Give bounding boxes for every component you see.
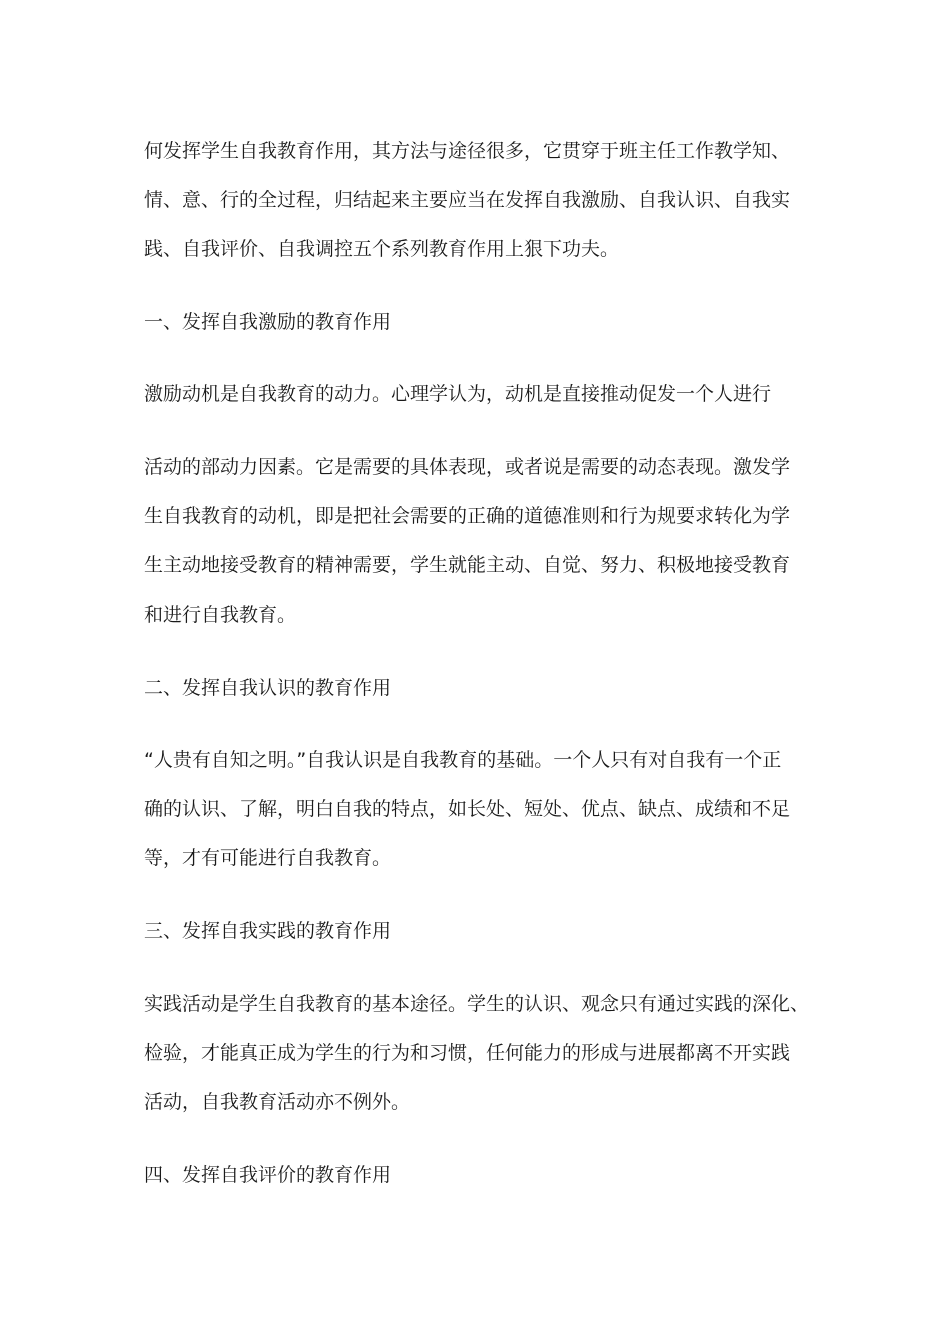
paragraph-line: 实践活动是学生自我教育的基本途径。学生的认识、观念只有通过实践的深化、 (144, 993, 810, 1015)
paragraph-line: 何发挥学生自我教育作用，其方法与途径很多，它贯穿于班主任工作教学知、 (144, 140, 791, 162)
paragraph-line: 践、自我评价、自我调控五个系列教育作用上狠下功夫。 (144, 238, 620, 260)
section-heading: 四、发挥自我评价的教育作用 (144, 1164, 392, 1186)
paragraph-line: 活动的部动力因素。它是需要的具体表现，或者说是需要的动态表现。激发学 (144, 456, 791, 478)
paragraph-line: 生主动地接受教育的精神需要，学生就能主动、自觉、努力、积极地接受教育 (144, 554, 791, 576)
section-heading: 一、发挥自我激励的教育作用 (144, 311, 392, 333)
paragraph-line: 活动，自我教育活动亦不例外。 (144, 1091, 411, 1113)
paragraph-line: “人贵有自知之明。”自我认识是自我教育的基础。一个人只有对自我有一个正 (144, 749, 782, 771)
section-heading: 三、发挥自我实践的教育作用 (144, 920, 392, 942)
paragraph-line: 等，才有可能进行自我教育。 (144, 847, 392, 869)
paragraph-line: 情、意、行的全过程，归结起来主要应当在发挥自我激励、自我认识、自我实 (144, 189, 791, 211)
paragraph-line: 生自我教育的动机，即是把社会需要的正确的道德准则和行为规要求转化为学 (144, 505, 791, 527)
paragraph-line: 激励动机是自我教育的动力。心理学认为，动机是直接推动促发一个人进行 (144, 383, 772, 405)
paragraph-line: 检验，才能真正成为学生的行为和习惯，任何能力的形成与进展都离不开实践 (144, 1042, 791, 1064)
paragraph-line: 和进行自我教育。 (144, 604, 297, 626)
paragraph-line: 确的认识、了解，明白自我的特点，如长处、短处、优点、缺点、成绩和不足 (144, 798, 791, 820)
section-heading: 二、发挥自我认识的教育作用 (144, 677, 392, 699)
